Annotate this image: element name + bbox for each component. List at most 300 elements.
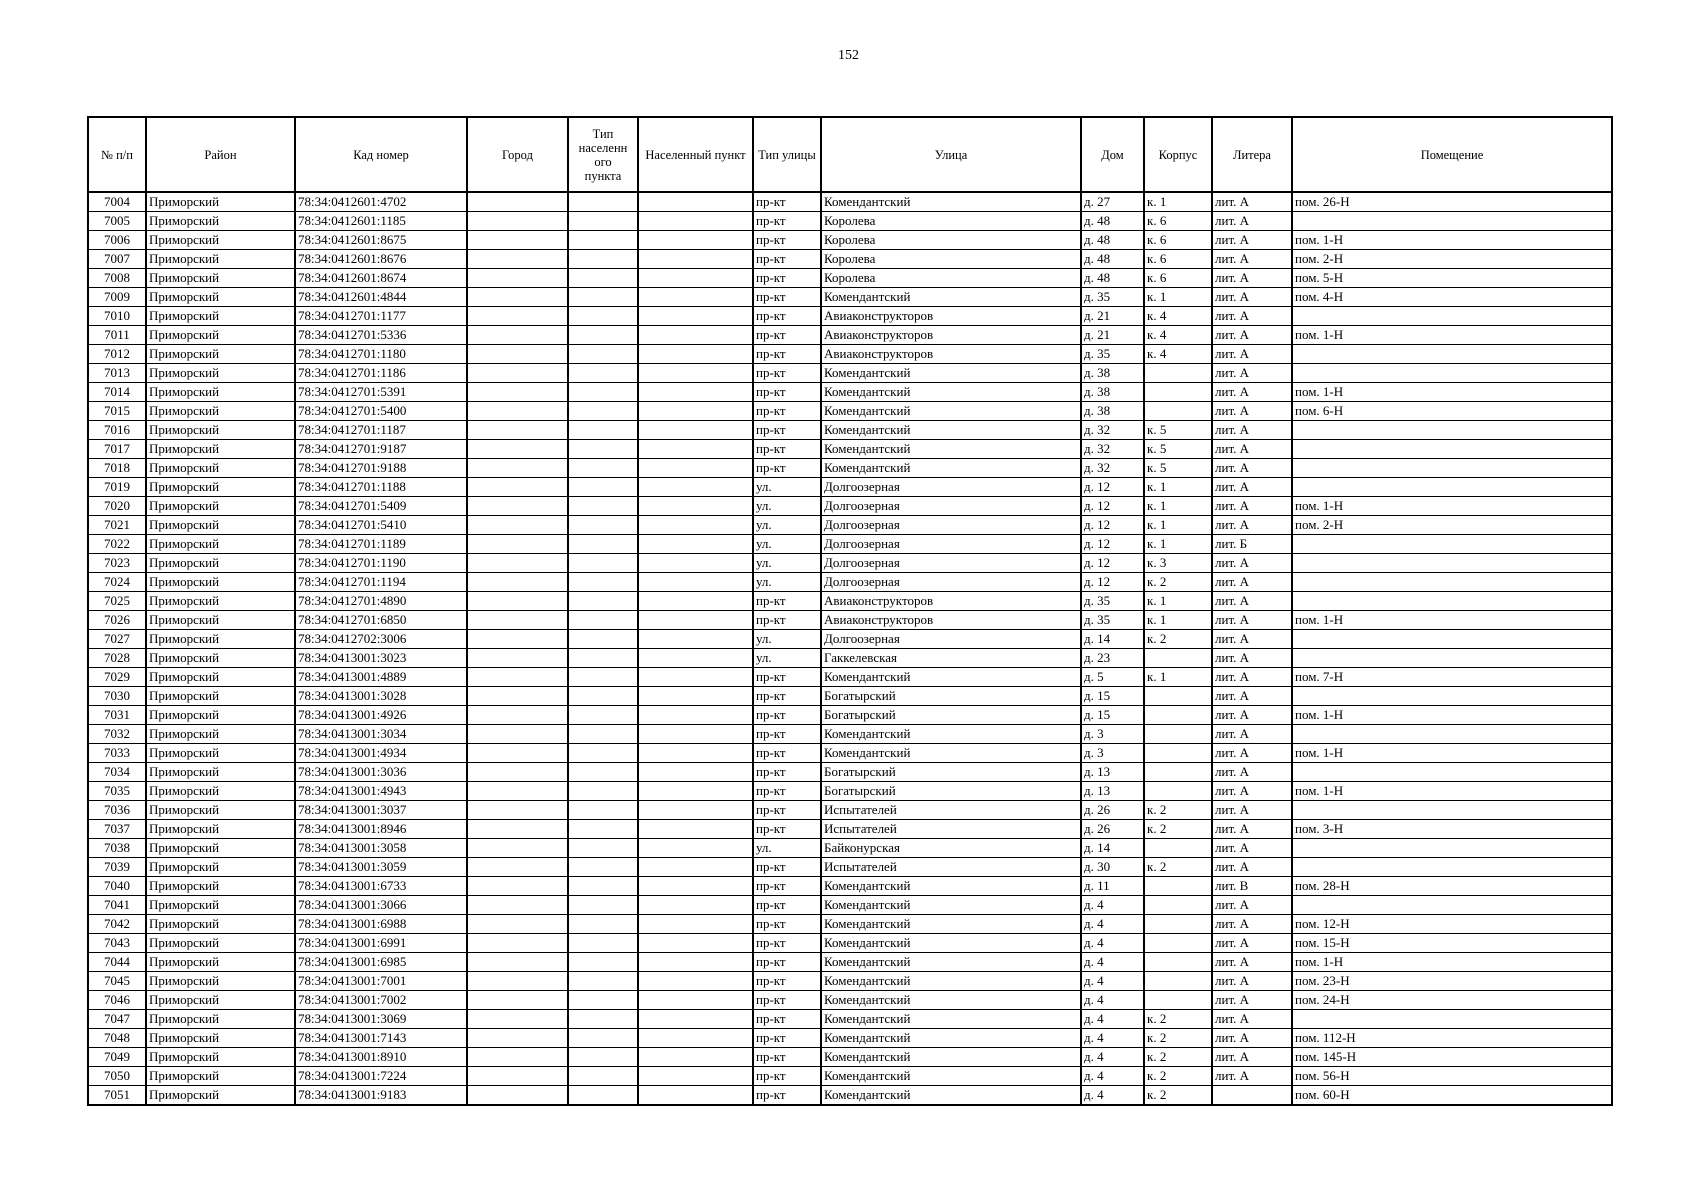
cell-number: 7046 — [88, 991, 146, 1010]
cell-letter: лит. А — [1212, 972, 1292, 991]
cell-street-type: ул. — [753, 649, 821, 668]
cell-street-type: пр-кт — [753, 459, 821, 478]
cell-street-type: пр-кт — [753, 402, 821, 421]
table-row — [88, 782, 1612, 801]
cell-district: Приморский — [146, 288, 295, 307]
cell-number: 7005 — [88, 212, 146, 231]
header-line: пункта — [584, 168, 622, 183]
cell-house: д. 11 — [1081, 877, 1144, 896]
cell-premises — [1292, 421, 1612, 440]
column-header-building: Корпус — [1144, 117, 1212, 192]
cell-letter: лит. А — [1212, 649, 1292, 668]
cell-settlement — [638, 1067, 753, 1086]
cell-premises: пом. 60-Н — [1292, 1086, 1612, 1106]
cell-city — [467, 668, 568, 687]
cell-street-type: пр-кт — [753, 706, 821, 725]
cell-settlement-type — [568, 915, 638, 934]
cell-settlement — [638, 649, 753, 668]
cell-house: д. 4 — [1081, 1010, 1144, 1029]
table-row — [88, 991, 1612, 1010]
cell-city — [467, 725, 568, 744]
cell-settlement — [638, 991, 753, 1010]
cell-street: Комендантский — [821, 972, 1081, 991]
cell-settlement-type — [568, 440, 638, 459]
cell-building: к. 1 — [1144, 668, 1212, 687]
cell-settlement-type — [568, 630, 638, 649]
cell-street: Авиаконструкторов — [821, 611, 1081, 630]
cell-premises: пом. 1-Н — [1292, 326, 1612, 345]
cell-house: д. 4 — [1081, 1029, 1144, 1048]
cell-house: д. 12 — [1081, 497, 1144, 516]
cell-cadastral-number: 78:34:0412701:1194 — [295, 573, 467, 592]
table-row — [88, 402, 1612, 421]
cell-city — [467, 991, 568, 1010]
cell-district: Приморский — [146, 326, 295, 345]
cell-street-type: пр-кт — [753, 383, 821, 402]
cell-settlement-type — [568, 1048, 638, 1067]
cell-settlement-type — [568, 991, 638, 1010]
column-header-district: Район — [146, 117, 295, 192]
cell-number: 7031 — [88, 706, 146, 725]
cell-district: Приморский — [146, 820, 295, 839]
cell-building: к. 1 — [1144, 516, 1212, 535]
cell-street: Авиаконструкторов — [821, 345, 1081, 364]
table-row — [88, 1010, 1612, 1029]
cell-house: д. 12 — [1081, 573, 1144, 592]
cell-building — [1144, 953, 1212, 972]
cell-settlement-type — [568, 782, 638, 801]
cell-settlement-type — [568, 972, 638, 991]
table-row — [88, 421, 1612, 440]
cell-street-type: пр-кт — [753, 1067, 821, 1086]
cell-district: Приморский — [146, 269, 295, 288]
table-row — [88, 1029, 1612, 1048]
cell-letter: лит. А — [1212, 592, 1292, 611]
cell-building: к. 2 — [1144, 1048, 1212, 1067]
table-row — [88, 953, 1612, 972]
cell-number: 7034 — [88, 763, 146, 782]
cell-city — [467, 820, 568, 839]
cell-number: 7048 — [88, 1029, 146, 1048]
cell-city — [467, 801, 568, 820]
cell-street: Королева — [821, 231, 1081, 250]
cell-building — [1144, 782, 1212, 801]
cell-letter: лит. А — [1212, 611, 1292, 630]
cell-settlement — [638, 307, 753, 326]
cell-number: 7026 — [88, 611, 146, 630]
cell-premises — [1292, 763, 1612, 782]
cell-settlement — [638, 611, 753, 630]
column-header-house: Дом — [1081, 117, 1144, 192]
cell-street-type: пр-кт — [753, 326, 821, 345]
cell-settlement-type — [568, 250, 638, 269]
cell-letter: лит. В — [1212, 877, 1292, 896]
column-header-street-type: Тип улицы — [753, 117, 821, 192]
cell-number: 7023 — [88, 554, 146, 573]
cell-district: Приморский — [146, 459, 295, 478]
cell-premises: пом. 6-Н — [1292, 402, 1612, 421]
cell-letter: лит. А — [1212, 212, 1292, 231]
cell-street: Испытателей — [821, 858, 1081, 877]
cell-number: 7022 — [88, 535, 146, 554]
cell-premises: пом. 26-Н — [1292, 192, 1612, 212]
cell-cadastral-number: 78:34:0412701:5391 — [295, 383, 467, 402]
cell-settlement-type — [568, 801, 638, 820]
cell-street: Байконурская — [821, 839, 1081, 858]
cell-premises: пом. 1-Н — [1292, 231, 1612, 250]
cell-settlement-type — [568, 592, 638, 611]
cell-cadastral-number: 78:34:0413001:3058 — [295, 839, 467, 858]
cell-street: Испытателей — [821, 801, 1081, 820]
cell-settlement-type — [568, 896, 638, 915]
cell-house: д. 4 — [1081, 1086, 1144, 1106]
cell-cadastral-number: 78:34:0413001:3028 — [295, 687, 467, 706]
cell-cadastral-number: 78:34:0412701:1187 — [295, 421, 467, 440]
cell-settlement-type — [568, 535, 638, 554]
cell-premises — [1292, 459, 1612, 478]
cell-number: 7045 — [88, 972, 146, 991]
cell-cadastral-number: 78:34:0412701:5400 — [295, 402, 467, 421]
table-row — [88, 687, 1612, 706]
cell-street-type: ул. — [753, 630, 821, 649]
cell-building: к. 1 — [1144, 611, 1212, 630]
table-row — [88, 573, 1612, 592]
cell-letter: лит. А — [1212, 915, 1292, 934]
cell-cadastral-number: 78:34:0413001:6733 — [295, 877, 467, 896]
cell-cadastral-number: 78:34:0412701:1188 — [295, 478, 467, 497]
cell-letter: лит. А — [1212, 421, 1292, 440]
cell-premises — [1292, 345, 1612, 364]
cell-street-type: пр-кт — [753, 744, 821, 763]
table-row — [88, 231, 1612, 250]
cell-number: 7019 — [88, 478, 146, 497]
registry-table — [87, 116, 1613, 1106]
cell-settlement-type — [568, 668, 638, 687]
cell-letter: лит. А — [1212, 288, 1292, 307]
cell-cadastral-number: 78:34:0413001:3036 — [295, 763, 467, 782]
cell-settlement — [638, 364, 753, 383]
cell-letter: лит. А — [1212, 801, 1292, 820]
cell-number: 7012 — [88, 345, 146, 364]
cell-cadastral-number: 78:34:0413001:3037 — [295, 801, 467, 820]
cell-settlement-type — [568, 326, 638, 345]
cell-building: к. 2 — [1144, 801, 1212, 820]
table-row — [88, 250, 1612, 269]
cell-street: Авиаконструкторов — [821, 307, 1081, 326]
cell-house: д. 21 — [1081, 307, 1144, 326]
cell-premises: пом. 3-Н — [1292, 820, 1612, 839]
column-header-settlement: Населенный пункт — [638, 117, 753, 192]
cell-district: Приморский — [146, 706, 295, 725]
cell-street: Комендантский — [821, 953, 1081, 972]
table-row — [88, 440, 1612, 459]
cell-number: 7025 — [88, 592, 146, 611]
cell-district: Приморский — [146, 1067, 295, 1086]
cell-district: Приморский — [146, 630, 295, 649]
cell-house: д. 35 — [1081, 345, 1144, 364]
table-row — [88, 706, 1612, 725]
cell-building: к. 2 — [1144, 1010, 1212, 1029]
cell-cadastral-number: 78:34:0412601:4844 — [295, 288, 467, 307]
cell-settlement-type — [568, 516, 638, 535]
cell-number: 7004 — [88, 192, 146, 212]
cell-house: д. 48 — [1081, 231, 1144, 250]
cell-building: к. 4 — [1144, 326, 1212, 345]
cell-house: д. 35 — [1081, 611, 1144, 630]
cell-letter: лит. А — [1212, 687, 1292, 706]
cell-street-type: пр-кт — [753, 820, 821, 839]
cell-number: 7043 — [88, 934, 146, 953]
cell-street-type: пр-кт — [753, 972, 821, 991]
cell-city — [467, 535, 568, 554]
table-row — [88, 592, 1612, 611]
cell-street: Комендантский — [821, 402, 1081, 421]
cell-premises: пом. 24-Н — [1292, 991, 1612, 1010]
cell-number: 7032 — [88, 725, 146, 744]
cell-district: Приморский — [146, 763, 295, 782]
cell-settlement-type — [568, 307, 638, 326]
cell-street-type: пр-кт — [753, 725, 821, 744]
cell-city — [467, 687, 568, 706]
cell-building — [1144, 934, 1212, 953]
cell-house: д. 32 — [1081, 421, 1144, 440]
cell-house: д. 12 — [1081, 535, 1144, 554]
cell-house: д. 14 — [1081, 630, 1144, 649]
cell-house: д. 13 — [1081, 763, 1144, 782]
cell-premises: пом. 23-Н — [1292, 972, 1612, 991]
cell-cadastral-number: 78:34:0412701:1177 — [295, 307, 467, 326]
cell-number: 7033 — [88, 744, 146, 763]
cell-premises — [1292, 839, 1612, 858]
cell-letter: лит. А — [1212, 1029, 1292, 1048]
cell-city — [467, 478, 568, 497]
cell-building: к. 1 — [1144, 478, 1212, 497]
cell-city — [467, 1029, 568, 1048]
cell-letter: лит. А — [1212, 763, 1292, 782]
cell-settlement — [638, 953, 753, 972]
cell-cadastral-number: 78:34:0413001:6985 — [295, 953, 467, 972]
cell-city — [467, 839, 568, 858]
table-row — [88, 459, 1612, 478]
cell-letter: лит. А — [1212, 896, 1292, 915]
cell-settlement — [638, 440, 753, 459]
cell-letter: лит. А — [1212, 478, 1292, 497]
cell-premises — [1292, 478, 1612, 497]
cell-premises — [1292, 687, 1612, 706]
cell-settlement — [638, 192, 753, 212]
cell-settlement-type — [568, 725, 638, 744]
cell-settlement — [638, 269, 753, 288]
cell-district: Приморский — [146, 896, 295, 915]
cell-letter: лит. А — [1212, 326, 1292, 345]
cell-street: Комендантский — [821, 421, 1081, 440]
cell-building — [1144, 972, 1212, 991]
cell-letter: лит. А — [1212, 440, 1292, 459]
cell-house: д. 35 — [1081, 592, 1144, 611]
cell-settlement — [638, 801, 753, 820]
column-header-number: № п/п — [88, 117, 146, 192]
cell-street: Авиаконструкторов — [821, 592, 1081, 611]
cell-settlement — [638, 896, 753, 915]
cell-district: Приморский — [146, 668, 295, 687]
cell-district: Приморский — [146, 573, 295, 592]
cell-settlement-type — [568, 934, 638, 953]
cell-street-type: пр-кт — [753, 934, 821, 953]
cell-premises — [1292, 554, 1612, 573]
cell-city — [467, 516, 568, 535]
cell-street-type: пр-кт — [753, 611, 821, 630]
cell-settlement-type — [568, 744, 638, 763]
cell-cadastral-number: 78:34:0413001:3069 — [295, 1010, 467, 1029]
cell-cadastral-number: 78:34:0412701:5410 — [295, 516, 467, 535]
cell-letter: лит. А — [1212, 782, 1292, 801]
cell-premises — [1292, 212, 1612, 231]
cell-settlement — [638, 915, 753, 934]
cell-letter: лит. А — [1212, 839, 1292, 858]
cell-district: Приморский — [146, 516, 295, 535]
cell-cadastral-number: 78:34:0412701:1189 — [295, 535, 467, 554]
cell-building: к. 2 — [1144, 630, 1212, 649]
cell-house: д. 15 — [1081, 706, 1144, 725]
cell-letter: лит. А — [1212, 1067, 1292, 1086]
cell-city — [467, 706, 568, 725]
cell-street-type: пр-кт — [753, 991, 821, 1010]
cell-district: Приморский — [146, 649, 295, 668]
table-row — [88, 212, 1612, 231]
table-row — [88, 934, 1612, 953]
cell-cadastral-number: 78:34:0412701:1180 — [295, 345, 467, 364]
cell-number: 7024 — [88, 573, 146, 592]
cell-building: к. 1 — [1144, 497, 1212, 516]
cell-cadastral-number: 78:34:0413001:3023 — [295, 649, 467, 668]
cell-building: к. 1 — [1144, 192, 1212, 212]
cell-city — [467, 554, 568, 573]
cell-premises: пом. 4-Н — [1292, 288, 1612, 307]
cell-district: Приморский — [146, 1010, 295, 1029]
cell-building: к. 1 — [1144, 535, 1212, 554]
cell-settlement-type — [568, 364, 638, 383]
cell-house: д. 38 — [1081, 383, 1144, 402]
cell-number: 7028 — [88, 649, 146, 668]
table-row — [88, 611, 1612, 630]
cell-number: 7011 — [88, 326, 146, 345]
cell-street: Долгоозерная — [821, 497, 1081, 516]
cell-street: Комендантский — [821, 440, 1081, 459]
cell-settlement — [638, 497, 753, 516]
cell-letter: лит. А — [1212, 383, 1292, 402]
table-row — [88, 668, 1612, 687]
cell-street-type: пр-кт — [753, 269, 821, 288]
cell-street-type: пр-кт — [753, 763, 821, 782]
cell-street-type: пр-кт — [753, 440, 821, 459]
cell-settlement-type — [568, 706, 638, 725]
cell-number: 7044 — [88, 953, 146, 972]
cell-street-type: пр-кт — [753, 421, 821, 440]
cell-city — [467, 1048, 568, 1067]
cell-settlement-type — [568, 383, 638, 402]
cell-district: Приморский — [146, 782, 295, 801]
cell-district: Приморский — [146, 953, 295, 972]
cell-district: Приморский — [146, 611, 295, 630]
table-row — [88, 801, 1612, 820]
cell-number: 7008 — [88, 269, 146, 288]
cell-number: 7018 — [88, 459, 146, 478]
cell-street: Комендантский — [821, 934, 1081, 953]
cell-street: Королева — [821, 212, 1081, 231]
cell-district: Приморский — [146, 307, 295, 326]
cell-street: Комендантский — [821, 383, 1081, 402]
cell-street-type: ул. — [753, 516, 821, 535]
cell-settlement — [638, 1086, 753, 1106]
cell-street: Комендантский — [821, 896, 1081, 915]
cell-house: д. 5 — [1081, 668, 1144, 687]
cell-number: 7036 — [88, 801, 146, 820]
cell-settlement — [638, 592, 753, 611]
cell-street-type: пр-кт — [753, 953, 821, 972]
table-body — [88, 192, 1612, 1105]
table-header-row — [88, 117, 1612, 192]
cell-street: Комендантский — [821, 1010, 1081, 1029]
cell-street: Королева — [821, 269, 1081, 288]
cell-premises — [1292, 573, 1612, 592]
cell-settlement-type — [568, 421, 638, 440]
cell-street: Богатырский — [821, 706, 1081, 725]
cell-city — [467, 763, 568, 782]
table-row — [88, 972, 1612, 991]
cell-settlement-type — [568, 649, 638, 668]
cell-number: 7029 — [88, 668, 146, 687]
cell-premises — [1292, 307, 1612, 326]
cell-settlement — [638, 706, 753, 725]
cell-letter: лит. А — [1212, 706, 1292, 725]
cell-letter: лит. Б — [1212, 535, 1292, 554]
cell-cadastral-number: 78:34:0412701:9187 — [295, 440, 467, 459]
cell-premises — [1292, 535, 1612, 554]
cell-street: Долгоозерная — [821, 554, 1081, 573]
cell-settlement-type — [568, 554, 638, 573]
cell-cadastral-number: 78:34:0413001:8946 — [295, 820, 467, 839]
cell-city — [467, 934, 568, 953]
cell-street-type: ул. — [753, 573, 821, 592]
table-row — [88, 725, 1612, 744]
cell-settlement-type — [568, 839, 638, 858]
table-row — [88, 630, 1612, 649]
cell-house: д. 12 — [1081, 516, 1144, 535]
cell-number: 7039 — [88, 858, 146, 877]
cell-building — [1144, 687, 1212, 706]
cell-number: 7010 — [88, 307, 146, 326]
cell-premises: пом. 1-Н — [1292, 497, 1612, 516]
table-row — [88, 364, 1612, 383]
cell-cadastral-number: 78:34:0413001:7143 — [295, 1029, 467, 1048]
cell-street: Гаккелевская — [821, 649, 1081, 668]
cell-street: Комендантский — [821, 744, 1081, 763]
cell-city — [467, 440, 568, 459]
cell-settlement — [638, 1010, 753, 1029]
cell-city — [467, 497, 568, 516]
cell-letter: лит. А — [1212, 1010, 1292, 1029]
cell-settlement — [638, 858, 753, 877]
cell-district: Приморский — [146, 801, 295, 820]
cell-settlement — [638, 687, 753, 706]
cell-cadastral-number: 78:34:0413001:3034 — [295, 725, 467, 744]
cell-building: к. 2 — [1144, 1086, 1212, 1106]
cell-city — [467, 192, 568, 212]
cell-letter: лит. А — [1212, 345, 1292, 364]
cell-district: Приморский — [146, 554, 295, 573]
cell-street-type: пр-кт — [753, 1029, 821, 1048]
cell-number: 7013 — [88, 364, 146, 383]
